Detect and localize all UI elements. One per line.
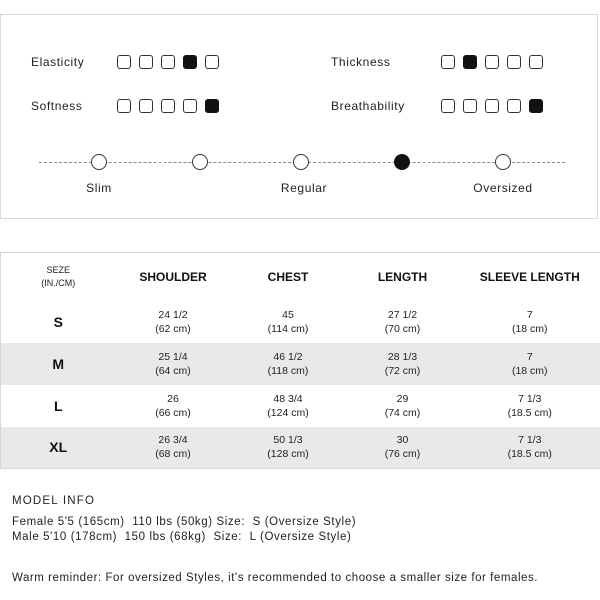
size-cell: XL (49, 439, 68, 456)
fit-point-2 (192, 154, 208, 170)
softness-box-5 (205, 99, 219, 113)
model-info-male: Male 5'10 (178cm) 150 lbs (68kg) Size: L (Oversize Style) (12, 531, 352, 543)
length-column-header: LENGTH (377, 269, 428, 284)
size-column-header (1, 253, 116, 301)
shoulder-cell: 26 (66 cm) (155, 392, 191, 419)
sleeve-length-cell: 7 1/3 (18.5 cm) (507, 434, 552, 461)
length-cell: 30 (76 cm) (384, 434, 421, 461)
breathability-label: Breathability (331, 99, 405, 113)
shoulder-cell: 24 1/2 (62 cm) (155, 308, 191, 335)
breathability-box-3 (485, 99, 499, 113)
fit-point-5 (495, 154, 511, 170)
thickness-box-5 (529, 55, 543, 69)
thickness-box-4 (507, 55, 521, 69)
breathability-box-5 (529, 99, 543, 113)
shoulder-column-header: SHOULDER (139, 269, 207, 284)
breathability-box-2 (463, 99, 477, 113)
softness-box-2 (139, 99, 153, 113)
size-header-line2: (IN./CM) (41, 277, 76, 288)
chest-cell: 50 1/3 (128 cm) (267, 434, 309, 461)
elasticity-box-1 (117, 55, 131, 69)
fit-point-3 (293, 154, 309, 170)
size-chart-table (0, 252, 600, 469)
thickness-label: Thickness (331, 55, 391, 69)
elasticity-box-2 (139, 55, 153, 69)
elasticity-box-3 (161, 55, 175, 69)
size-cell: L (53, 397, 63, 414)
softness-box-4 (183, 99, 197, 113)
softness-box-3 (161, 99, 175, 113)
shoulder-cell: 25 1/4 (64 cm) (155, 350, 191, 377)
fit-label-regular: Regular (280, 181, 328, 195)
fit-label-slim: Slim (86, 181, 112, 195)
softness-label: Softness (31, 99, 83, 113)
table-row-s (1, 301, 600, 343)
size-header-line1: SEZE (46, 264, 70, 275)
chest-cell: 48 3/4 (124 cm) (267, 392, 309, 419)
chest-column-header: CHEST (267, 269, 309, 284)
thickness-rating (441, 55, 543, 69)
size-cell: M (52, 355, 65, 372)
thickness-box-2 (463, 55, 477, 69)
fit-point-4 (394, 154, 410, 170)
model-info-female: Female 5'5 (165cm) 110 lbs (50kg) Size: S (Oversize Style) (12, 516, 357, 528)
breathability-rating (441, 99, 543, 113)
warm-reminder-text: Warm reminder: For oversized Styles, it's recommended to choose a smaller size for females. (12, 572, 539, 584)
table-header-row (1, 253, 600, 301)
chest-cell: 46 1/2 (118 cm) (267, 350, 309, 377)
length-cell: 28 1/3 (72 cm) (384, 350, 421, 377)
chest-cell: 45 (114 cm) (267, 308, 309, 335)
length-cell: 29 (74 cm) (384, 392, 421, 419)
sleeve-length-column-header: SLEEVE LENGTH (479, 269, 580, 284)
breathability-box-1 (441, 99, 455, 113)
table-row-xl (1, 427, 600, 469)
size-cell: S (53, 313, 63, 330)
softness-box-1 (117, 99, 131, 113)
sleeve-length-cell: 7 1/3 (18.5 cm) (507, 392, 552, 419)
fit-label-oversized: Oversized (473, 181, 533, 195)
elasticity-label: Elasticity (31, 55, 85, 69)
thickness-box-1 (441, 55, 455, 69)
elasticity-box-5 (205, 55, 219, 69)
elasticity-rating (117, 55, 219, 69)
sleeve-length-cell: 7 (18 cm) (511, 308, 548, 335)
fit-point-1 (91, 154, 107, 170)
thickness-box-3 (485, 55, 499, 69)
model-info-title: MODEL INFO (12, 495, 96, 507)
breathability-box-4 (507, 99, 521, 113)
elasticity-box-4 (183, 55, 197, 69)
shoulder-cell: 26 3/4 (68 cm) (155, 434, 191, 461)
sleeve-length-cell: 7 (18 cm) (511, 350, 548, 377)
table-row-l (1, 385, 600, 427)
table-row-m (1, 343, 600, 385)
fabric-properties-panel (0, 14, 598, 219)
softness-rating (117, 99, 219, 113)
length-cell: 27 1/2 (70 cm) (384, 308, 421, 335)
